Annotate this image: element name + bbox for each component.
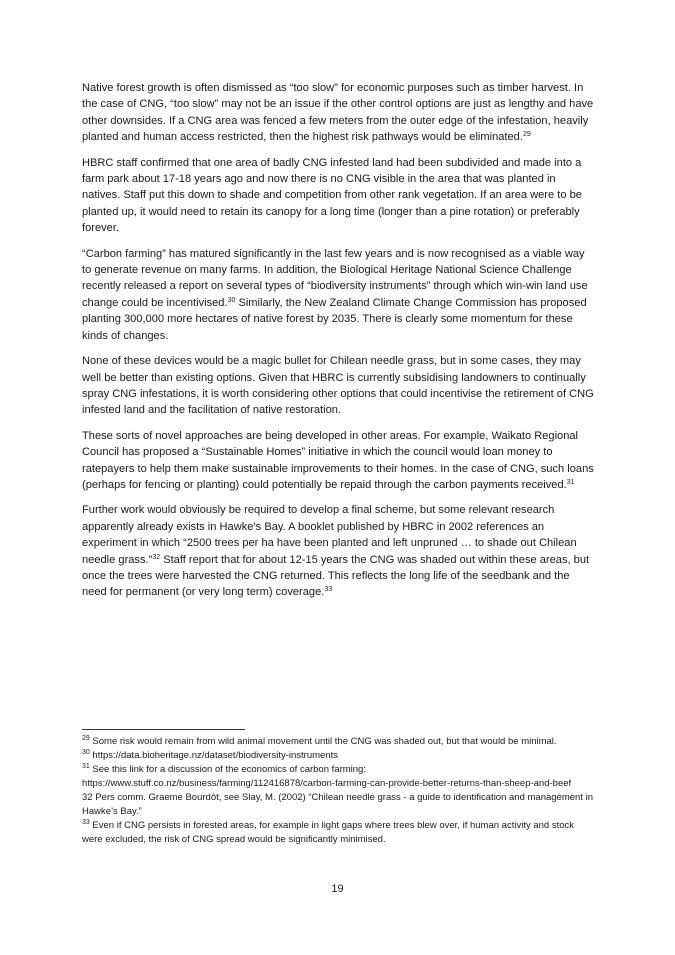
footnote-30	[82, 749, 596, 763]
paragraph-1	[82, 80, 596, 146]
paragraph-text: Further work would obviously be required to develop a final scheme, but some relevant research apparently already exists in Hawke’s Bay. A booklet published by HBRC in 2002 references an experiment in which “2500 trees per ha have been planted and left unpruned … to shade out Chilean needle grass.”	[82, 504, 577, 566]
footnote-number: 30	[82, 749, 90, 756]
footnote-29	[82, 735, 596, 749]
footnote-text: 32 Pers comm. Graeme Bourdôt, see Slay, M. (2002) “Chilean needle grass - a guide to identification and management in Hawke’s Bay.”	[82, 792, 593, 817]
page-number: 19	[331, 883, 344, 895]
paragraph-text: Similarly, the New Zealand Climate Change Commission has proposed planting 300,000 more hectares of native forest by 2035. There is clearly some momentum for these kinds of changes.	[82, 296, 587, 342]
footnote-31	[82, 763, 596, 791]
footnote-text[interactable]: See this link for a discussion of the economics of carbon farming: https://www.stuff.co.nz/business/farming/112416878/carbon-farming-can-provide-better-returns-than-sheep-and-beef	[82, 764, 572, 789]
footnote-text: Some risk would remain from wild animal movement until the CNG was shaded out, but that would be minimal.	[89, 736, 557, 747]
paragraph-2	[82, 155, 596, 237]
paragraph-text: None of these devices would be a magic bullet for Chilean needle grass, but in some cases, they may well be better than existing options. Given that HBRC is currently subsidising landowners to continually spray CNG infestations, it is worth considering other options that could incentivise the retirement of CNG infested land and the facilitation of native restoration.	[82, 355, 594, 417]
footnote-number: 29	[82, 735, 90, 742]
paragraph-5	[82, 428, 596, 494]
paragraph-4	[82, 353, 596, 419]
paragraph-text: Staff report that for about 12-15 years the CNG was shaded out within these areas, but once the trees were harvested the CNG returned. This reflects the long life of the seedbank and the need for permanent (or very long term) coverage.	[82, 553, 590, 599]
footnote-ref[interactable]: 32	[152, 553, 161, 561]
paragraph-text: HBRC staff confirmed that one area of badly CNG infested land had been subdivided and made into a farm park about 17-18 years ago and now there is no CNG visible in the area that was planted in natives. Staff put this down to shade and competition from other rank vegetation. If an area were to be planted up, it would need to retain its canopy for a long time (longer than a pine rotation) or preferably forever.	[82, 156, 582, 235]
footnote-33	[82, 819, 596, 847]
footnote-link[interactable]: https://data.bioheritage.nz/dataset/biodiversity-instruments	[89, 750, 338, 761]
footnote-32	[82, 791, 596, 819]
footnote-number: 33	[82, 819, 90, 826]
footnote-number: 31	[82, 763, 90, 770]
footnote-divider	[82, 729, 245, 730]
paragraph-text: These sorts of novel approaches are being developed in other areas. For example, Waikato Regional Council has proposed a “Sustainable Homes” initiative in which the council would loan money to ratepayers to help them make sustainable improvements to their homes. In the case of CNG, such loans (perhaps for fencing or planting) could potentially be repaid through the carbon payments received.	[82, 429, 594, 491]
footnote-ref[interactable]: 30	[227, 296, 236, 304]
paragraph-3	[82, 246, 596, 344]
footnote-ref[interactable]: 29	[522, 131, 531, 139]
paragraph-text: Native forest growth is often dismissed as “too slow” for economic purposes such as timber harvest. In the case of CNG, “too slow” may not be an issue if the other control options are just as lengthy and have other downsides. If a CNG area was fenced a few meters from the outer edge of the infestation, heavily planted and human access restricted, then the highest risk pathways would be eliminated.	[82, 82, 594, 144]
footnote-text: Even if CNG persists in forested areas, for example in light gaps where trees blew over, if human activity and stock were excluded, the risk of CNG spread would be significantly minimised.	[82, 820, 574, 845]
document-body	[82, 80, 596, 610]
footnote-ref[interactable]: 31	[566, 478, 575, 486]
paragraph-6	[82, 502, 596, 600]
footnote-ref[interactable]: 33	[324, 586, 333, 594]
footnotes	[82, 735, 596, 847]
paragraph-text: “Carbon farming” has matured significantly in the last few years and is now recognised as a viable way to generate revenue on many farms. In addition, the Biological Heritage National Science Challenge recently released a report on several types of “biodiversity instruments” through which win-win land use change could be incentivised.	[82, 247, 588, 309]
